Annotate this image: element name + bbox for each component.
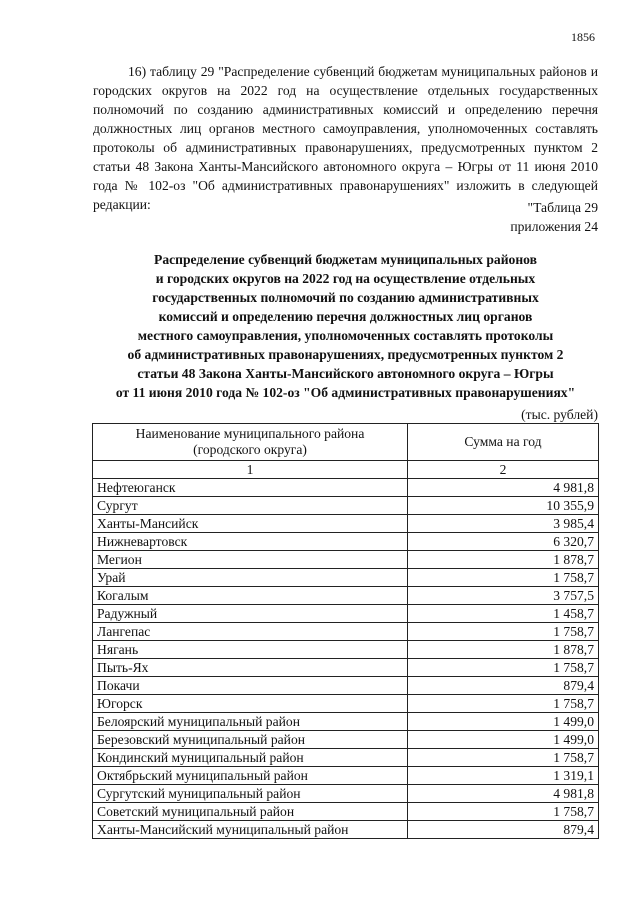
title-line: от 11 июня 2010 года № 102-оз "Об административных правонарушениях": [115, 385, 576, 400]
municipality-name: Октябрьский муниципальный район: [93, 767, 408, 785]
amount-cell: 1 458,7: [408, 605, 599, 623]
table-row: [93, 731, 599, 749]
amount-cell: 4 981,8: [408, 785, 599, 803]
municipality-name: Кондинский муниципальный район: [93, 749, 408, 767]
header-name-cell: [93, 424, 408, 461]
amount-cell: 1 758,7: [408, 803, 599, 821]
page-number: 1856: [571, 30, 595, 44]
table-row: [93, 551, 599, 569]
municipality-name: Пыть-Ях: [93, 659, 408, 677]
municipality-name: Югорск: [93, 695, 408, 713]
table-row: [93, 749, 599, 767]
table-row: [93, 569, 599, 587]
title-line: Распределение субвенций бюджетам муниципальных районов: [154, 252, 537, 267]
table-row: [93, 533, 599, 551]
title-line: местного самоуправления, уполномоченных составлять протоколы: [137, 328, 554, 343]
column-number-1: 1: [93, 461, 408, 479]
table-row: [93, 695, 599, 713]
subventions-table: [92, 423, 599, 839]
units-label: (тыс. рублей): [521, 407, 598, 422]
header-sum-cell: Сумма на год: [408, 424, 599, 461]
table-row: [93, 713, 599, 731]
municipality-name: Ханты-Мансийский муниципальный район: [93, 821, 408, 839]
table-row: [93, 641, 599, 659]
header-name-line-2: (городского округа): [193, 442, 307, 457]
title-line: статьи 48 Закона Ханты-Мансийского автономного округа – Югры: [137, 366, 554, 381]
amount-cell: 1 878,7: [408, 551, 599, 569]
table-header-row: [93, 424, 599, 461]
table-row: [93, 587, 599, 605]
amount-cell: 1 758,7: [408, 569, 599, 587]
amount-cell: 10 355,9: [408, 497, 599, 515]
amount-cell: 1 758,7: [408, 695, 599, 713]
municipality-name: Нефтеюганск: [93, 479, 408, 497]
amount-cell: 4 981,8: [408, 479, 599, 497]
title-line: об административных правонарушениях, предусмотренных пунктом 2: [127, 347, 564, 362]
header-name-line-1: Наименование муниципального района: [135, 426, 365, 441]
table-row: [93, 677, 599, 695]
amount-cell: 1 499,0: [408, 713, 599, 731]
title-line: и городских округов на 2022 год на осуществление отдельных: [155, 271, 536, 286]
column-number-2: 2: [408, 461, 599, 479]
municipality-name: Нижневартовск: [93, 533, 408, 551]
table-row: [93, 479, 599, 497]
title-line: государственных полномочий по созданию административных: [152, 290, 539, 305]
table-row: [93, 821, 599, 839]
municipality-name: Покачи: [93, 677, 408, 695]
title-line: комиссий и определению перечня должностных лиц органов: [158, 309, 533, 324]
municipality-name: Мегион: [93, 551, 408, 569]
amount-cell: 6 320,7: [408, 533, 599, 551]
municipality-name: Радужный: [93, 605, 408, 623]
table-reference-line-2: приложения 24: [510, 219, 598, 234]
municipality-name: Сургут: [93, 497, 408, 515]
intro-text: 16) таблицу 29 "Распределение субвенций бюджетам муниципальных районов и городских округов на 2022 год на осуществление отдельных государственных полномочий по созданию административных комиссий и определению перечня должностных лиц органов местного самоуправления, уполномоченных составлять протоколы об административных правонарушениях, предусмотренных пунктом 2 статьи 48 Закона Ханты-Мансийского автономного округа – Югры от 11 июня 2010 года № 102-оз "Об административных правонарушениях" изложить в следующей редакции:: [93, 64, 598, 212]
municipality-name: Нягань: [93, 641, 408, 659]
table-row: [93, 515, 599, 533]
intro-paragraph: [93, 62, 598, 214]
amount-cell: 1 499,0: [408, 731, 599, 749]
table-row: [93, 785, 599, 803]
table-reference-line-1: "Таблица 29: [527, 200, 598, 215]
table-title: [92, 250, 599, 402]
table-row: [93, 659, 599, 677]
amount-cell: 1 758,7: [408, 749, 599, 767]
amount-cell: 1 758,7: [408, 623, 599, 641]
amount-cell: 1 319,1: [408, 767, 599, 785]
amount-cell: 3 757,5: [408, 587, 599, 605]
table-row: [93, 497, 599, 515]
amount-cell: 879,4: [408, 677, 599, 695]
amount-cell: 1 878,7: [408, 641, 599, 659]
column-numbers-row: [93, 461, 599, 479]
table-row: [93, 767, 599, 785]
amount-cell: 3 985,4: [408, 515, 599, 533]
municipality-name: Советский муниципальный район: [93, 803, 408, 821]
municipality-name: Урай: [93, 569, 408, 587]
amount-cell: 879,4: [408, 821, 599, 839]
amount-cell: 1 758,7: [408, 659, 599, 677]
municipality-name: Когалым: [93, 587, 408, 605]
table-row: [93, 623, 599, 641]
municipality-name: Белоярский муниципальный район: [93, 713, 408, 731]
table-row: [93, 803, 599, 821]
table-row: [93, 605, 599, 623]
table-reference: [430, 198, 598, 236]
municipality-name: Ханты-Мансийск: [93, 515, 408, 533]
municipality-name: Сургутский муниципальный район: [93, 785, 408, 803]
municipality-name: Березовский муниципальный район: [93, 731, 408, 749]
municipality-name: Лангепас: [93, 623, 408, 641]
